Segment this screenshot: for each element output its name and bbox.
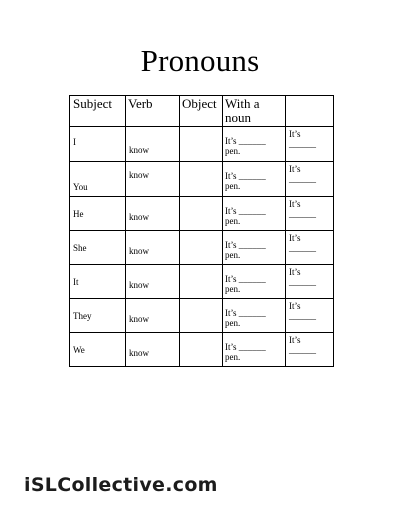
verb-cell: know	[129, 170, 149, 180]
with-noun-cell-pen: pen.	[225, 146, 241, 156]
with-noun-cell: It’s ______	[225, 274, 266, 284]
subject-cell: We	[73, 345, 85, 355]
last-cell: It’s	[289, 301, 301, 311]
with-noun-cell: It’s ______	[225, 308, 266, 318]
with-noun-cell: It’s ______	[225, 171, 266, 181]
last-cell: It’s	[289, 199, 301, 209]
last-cell-blank: ______	[289, 277, 316, 287]
with-noun-cell: It’s ______	[225, 240, 266, 250]
table-column-divider	[285, 96, 286, 366]
table-column-divider	[222, 96, 223, 366]
watermark-logo: iSLCollective.com	[24, 474, 218, 496]
subject-cell: I	[73, 137, 76, 147]
table-row-divider	[70, 264, 333, 265]
last-cell-blank: ______	[289, 174, 316, 184]
last-cell: It’s	[289, 129, 301, 139]
table-row-divider	[70, 298, 333, 299]
last-cell-blank: ______	[289, 311, 316, 321]
table-row-divider	[70, 161, 333, 162]
last-cell-blank: ______	[289, 209, 316, 219]
with-noun-cell-pen: pen.	[225, 216, 241, 226]
with-noun-cell: It’s ______	[225, 342, 266, 352]
with-noun-cell-pen: pen.	[225, 284, 241, 294]
verb-cell: know	[129, 314, 149, 324]
page-title: Pronouns	[140, 43, 260, 78]
table-column-divider	[125, 96, 126, 366]
header-with-noun: With a noun	[225, 96, 260, 125]
with-noun-cell-pen: pen.	[225, 352, 241, 362]
with-noun-cell: It’s ______	[225, 136, 266, 146]
last-cell: It’s	[289, 233, 301, 243]
table-row-divider	[70, 126, 333, 127]
pronoun-table	[69, 95, 334, 367]
header-subject: Subject	[73, 96, 112, 111]
with-noun-cell-pen: pen.	[225, 250, 241, 260]
table-column-divider	[179, 96, 180, 366]
header-verb: Verb	[128, 96, 153, 111]
header-object: Object	[182, 96, 217, 111]
table-row-divider	[70, 230, 333, 231]
last-cell: It’s	[289, 335, 301, 345]
verb-cell: know	[129, 280, 149, 290]
table-row-divider	[70, 196, 333, 197]
last-cell-blank: ______	[289, 139, 316, 149]
with-noun-cell-pen: pen.	[225, 181, 241, 191]
subject-cell: You	[73, 182, 88, 192]
subject-cell: They	[73, 311, 92, 321]
with-noun-cell: It’s ______	[225, 206, 266, 216]
verb-cell: know	[129, 246, 149, 256]
last-cell-blank: ______	[289, 345, 316, 355]
with-noun-cell-pen: pen.	[225, 318, 241, 328]
last-cell: It’s	[289, 164, 301, 174]
last-cell-blank: ______	[289, 243, 316, 253]
last-cell: It’s	[289, 267, 301, 277]
verb-cell: know	[129, 348, 149, 358]
subject-cell: She	[73, 243, 87, 253]
subject-cell: He	[73, 209, 84, 219]
table-row-divider	[70, 332, 333, 333]
verb-cell: know	[129, 145, 149, 155]
subject-cell: It	[73, 277, 79, 287]
verb-cell: know	[129, 212, 149, 222]
